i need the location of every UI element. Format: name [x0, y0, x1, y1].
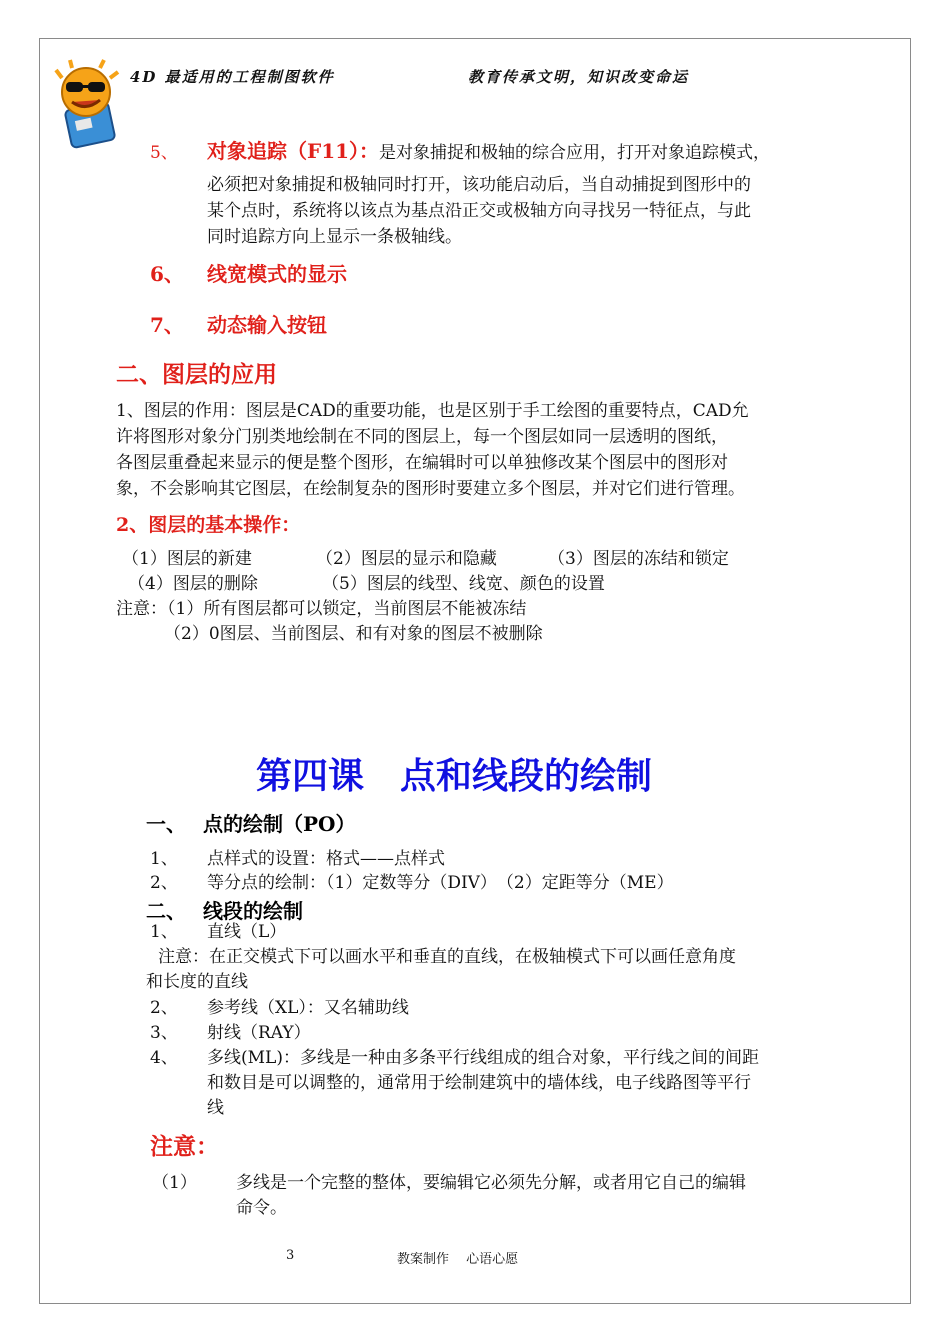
- note-item-line2: 命令。: [236, 1198, 287, 1218]
- line3-num: 3、: [150, 1023, 178, 1043]
- line4-line2: 和数目是可以调整的，通常用于绘制建筑中的墙体线，电子线路图等平行: [207, 1073, 751, 1093]
- item5-line2: 必须把对象捕捉和极轴同时打开，该功能启动后，当自动捕捉到图形中的: [207, 175, 751, 195]
- layers-p1-line2: 许将图形对象分门别类地绘制在不同的图层上，每一个图层如同一层透明的图纸，: [116, 427, 728, 447]
- header-logo: [52, 58, 120, 150]
- item5-line3: 某个点时，系统将以该点为基点沿正交或极轴方向寻找另一特征点，与此: [207, 201, 751, 221]
- lesson4-s1-item1-text: 点样式的设置：格式——点样式: [207, 849, 445, 869]
- layers-p1-line3: 各图层重叠起来显示的便是整个图形，在编辑时可以单独修改某个图层中的图形对: [116, 453, 728, 473]
- line1-num: 1、: [150, 922, 178, 942]
- footer-text: 教案制作 心语心愿: [397, 1252, 519, 1267]
- item7-num: 7、: [150, 313, 184, 337]
- layers-op-2: （2）图层的显示和隐藏: [316, 549, 497, 569]
- line3-text: 射线（RAY）: [207, 1023, 311, 1043]
- header-left-text: 4D 最适用的工程制图软件: [130, 68, 335, 86]
- lesson4-s2-title: 线段的绘制: [203, 899, 303, 923]
- item7-title: 动态输入按钮: [207, 313, 327, 337]
- layers-note-2: （2）0图层、当前图层、和有对象的图层不被删除: [164, 624, 543, 644]
- item6-title: 线宽模式的显示: [207, 262, 347, 286]
- layers-note-1: 注意：（1）所有图层都可以锁定，当前图层不能被冻结: [116, 599, 527, 619]
- lesson4-s2-num: 二、: [146, 899, 186, 923]
- lesson4-s1-num: 一、: [146, 812, 186, 836]
- layers-heading: 二、图层的应用: [116, 361, 277, 388]
- lesson4-s1-item2-num: 2、: [150, 873, 178, 893]
- line4-line3: 线: [207, 1098, 224, 1118]
- line1-text: 直线（L）: [207, 922, 287, 942]
- layers-op-4: （4）图层的删除: [128, 574, 258, 594]
- item6-num: 6、: [150, 262, 184, 286]
- line4-num: 4、: [150, 1048, 178, 1068]
- item5-num: 5、: [150, 143, 178, 163]
- page-border: [39, 38, 911, 1304]
- header-right-text: 教育传承文明，知识改变命运: [468, 68, 690, 86]
- note-heading: 注意：: [150, 1133, 219, 1160]
- note-item-num: （1）: [152, 1173, 197, 1193]
- item5-line: [207, 135, 770, 164]
- layers-p1-line4: 象，不会影响其它图层，在绘制复杂的图形时要建立多个图层，并对它们进行管理。: [116, 479, 745, 499]
- item5-line4: 同时追踪方向上显示一条极轴线。: [207, 227, 462, 247]
- line2-text: 参考线（XL）：又名辅助线: [207, 998, 409, 1018]
- sun-mascot-with-suitcase-icon: [52, 58, 120, 150]
- lesson4-s1-item1-num: 1、: [150, 849, 178, 869]
- note-item-line1: 多线是一个完整的整体，要编辑它必须先分解，或者用它自己的编辑: [236, 1173, 746, 1193]
- footer-page-number: 3: [286, 1248, 295, 1263]
- layers-p1-line1: 1、图层的作用：图层是CAD的重要功能，也是区别于手工绘图的重要特点，CAD允: [116, 401, 749, 421]
- line2-num: 2、: [150, 998, 178, 1018]
- line1-note-2: 和长度的直线: [146, 972, 248, 992]
- line4-line1: 多线(ML)：多线是一种由多条平行线组成的组合对象，平行线之间的间距: [207, 1048, 759, 1068]
- layers-op-1: （1）图层的新建: [122, 549, 252, 569]
- lesson4-s1-title: 点的绘制（PO）: [203, 812, 356, 836]
- layers-op-5: （5）图层的线型、线宽、颜色的设置: [322, 574, 605, 594]
- layers-op-3: （3）图层的冻结和锁定: [548, 549, 729, 569]
- lesson4-s1-item2-text: 等分点的绘制：（1）定数等分（DIV） （2）定距等分（ME）: [207, 873, 674, 893]
- layers-sub-heading: 2、图层的基本操作：: [116, 514, 301, 536]
- item5-text1: 是对象捕捉和极轴的综合应用，打开对象追踪模式，: [379, 143, 771, 163]
- item5-title: 对象追踪（F11）：: [207, 139, 380, 163]
- line1-note-1: 注意：在正交模式下可以画水平和垂直的直线，在极轴模式下可以画任意角度: [158, 947, 736, 967]
- lesson4-title: 第四课 点和线段的绘制: [256, 755, 653, 797]
